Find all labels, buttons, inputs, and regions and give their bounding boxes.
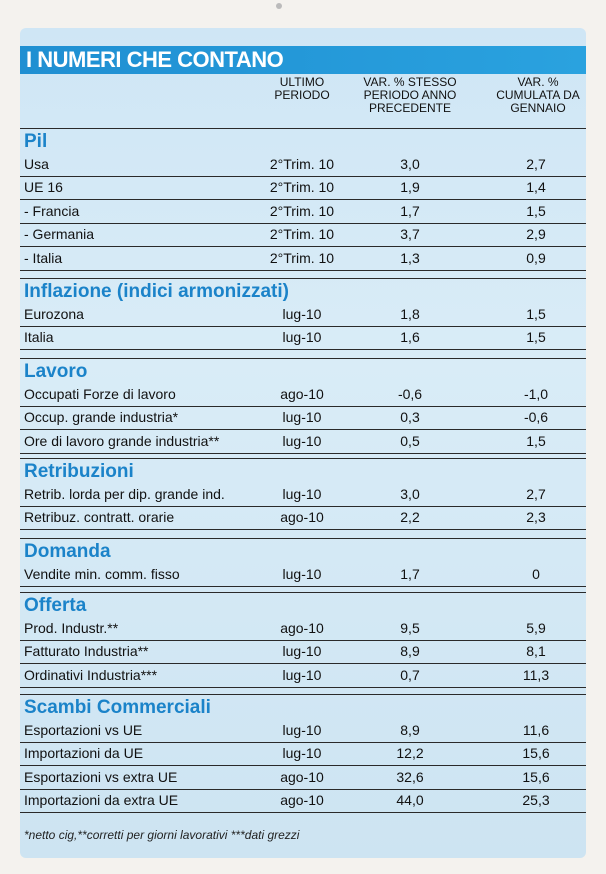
row-var-year: 0,7 [400, 666, 420, 683]
row-var-cumulative: 11,6 [522, 722, 550, 738]
row-label: Esportazioni vs UE [24, 722, 143, 738]
table-row [20, 177, 586, 200]
table-row [20, 743, 586, 766]
row-label: Italia [24, 329, 54, 346]
row-period: ago-10 [280, 792, 324, 809]
row-label: Esportazioni vs extra UE [24, 768, 178, 785]
row-var-cumulative: 0 [532, 566, 540, 582]
row-period: lug-10 [282, 722, 322, 738]
row-period: 2°Trim. 10 [269, 226, 335, 243]
row-label: UE 16 [24, 179, 63, 196]
table-title: I NUMERI CHE CONTANO [26, 47, 284, 72]
row-var-cumulative: 15,6 [522, 768, 550, 785]
row-var-cumulative: 1,5 [526, 306, 546, 322]
row-var-cumulative: 11,3 [522, 666, 550, 683]
row-var-year: 12,2 [396, 745, 424, 762]
row-var-cumulative: 15,6 [522, 745, 550, 762]
row-label: Eurozona [24, 306, 84, 322]
row-period: 2°Trim. 10 [269, 202, 335, 219]
row-var-year: 32,6 [396, 768, 424, 785]
row-label: Fatturato Industria** [24, 643, 149, 660]
row-period: 2°Trim. 10 [269, 156, 335, 172]
row-label: Occup. grande industria* [24, 409, 179, 426]
table-row [20, 407, 586, 430]
table-row [20, 641, 586, 664]
row-var-cumulative: 2,7 [526, 486, 546, 502]
title-bar [20, 46, 586, 74]
row-label: Vendite min. comm. fisso [24, 566, 180, 582]
row-var-year: 44,0 [396, 792, 424, 809]
row-var-year: 3,0 [400, 156, 420, 172]
row-var-cumulative: 2,7 [526, 156, 546, 172]
row-label: Importazioni da extra UE [24, 792, 179, 809]
section-title: Pil [24, 131, 48, 152]
row-period: ago-10 [280, 620, 324, 636]
section-divider [20, 358, 586, 359]
row-var-year: 8,9 [400, 643, 420, 660]
row-period: lug-10 [282, 409, 322, 426]
row-period: lug-10 [282, 306, 322, 322]
footnote: *netto cig,**corretti per giorni lavorativi ***dati grezzi [24, 828, 300, 842]
table-row [20, 201, 586, 224]
row-period: 2°Trim. 10 [269, 249, 335, 266]
table-row [20, 767, 586, 790]
row-var-year: 9,5 [400, 620, 420, 636]
row-period: 2°Trim. 10 [269, 179, 335, 196]
row-var-cumulative: 1,4 [526, 179, 546, 196]
row-var-cumulative: -1,0 [523, 386, 549, 402]
row-period: ago-10 [280, 509, 324, 526]
row-var-year: 1,3 [400, 249, 420, 266]
row-var-year: 1,8 [400, 306, 420, 322]
row-var-cumulative: 1,5 [526, 202, 546, 219]
row-var-year: 3,7 [400, 226, 420, 243]
row-var-year: 0,3 [400, 409, 420, 426]
row-label: Retrib. lorda per dip. grande ind. [24, 486, 225, 502]
row-period: lug-10 [282, 643, 322, 660]
row-label: Importazioni da UE [24, 745, 144, 762]
row-var-year: 1,9 [400, 179, 420, 196]
row-label: Ore di lavoro grande industria** [24, 432, 220, 449]
row-var-year: -0,6 [397, 386, 423, 402]
section-title: Lavoro [24, 361, 88, 382]
row-period: ago-10 [280, 386, 324, 402]
column-header-var-year: VAR. % STESSO PERIODO ANNO PRECEDENTE [363, 75, 457, 115]
row-var-year: 0,5 [400, 432, 420, 449]
row-period: lug-10 [282, 745, 322, 762]
section-divider [20, 538, 586, 539]
table-row [20, 484, 586, 507]
row-var-cumulative: 2,3 [526, 509, 546, 526]
row-var-cumulative: 1,5 [526, 329, 546, 346]
table-row [20, 327, 586, 350]
row-var-year: 8,9 [400, 722, 420, 738]
row-label: Occupati Forze di lavoro [24, 386, 176, 402]
row-var-year: 1,7 [400, 202, 420, 219]
row-label: Ordinativi Industria*** [24, 666, 158, 683]
section-title: Offerta [24, 595, 87, 616]
row-var-cumulative: 1,5 [526, 432, 546, 449]
row-period: ago-10 [280, 768, 324, 785]
row-label: Retribuz. contratt. orarie [24, 509, 175, 526]
table-row [20, 720, 586, 743]
row-var-year: 1,6 [400, 329, 420, 346]
column-header-var-cumulative: VAR. % CUMULATA DA GENNAIO [496, 75, 580, 115]
row-var-cumulative: 2,9 [526, 226, 546, 243]
row-label: - Germania [24, 226, 95, 243]
table-row [20, 507, 586, 530]
row-label: Prod. Industr.** [24, 620, 119, 636]
numbers-table-card [20, 28, 586, 858]
section-title: Inflazione (indici armonizzati) [24, 281, 289, 302]
row-var-year: 2,2 [400, 509, 420, 526]
row-var-cumulative: -0,6 [523, 409, 549, 426]
section-divider [20, 128, 586, 129]
table-row [20, 224, 586, 247]
row-label: Usa [24, 156, 49, 172]
row-var-year: 3,0 [400, 486, 420, 502]
section-title: Scambi Commerciali [24, 697, 211, 718]
row-var-cumulative: 5,9 [526, 620, 546, 636]
row-period: lug-10 [282, 486, 322, 502]
row-period: lug-10 [282, 666, 322, 683]
column-header-period: ULTIMO PERIODO [274, 75, 330, 102]
section-title: Retribuzioni [24, 461, 134, 482]
table-row [20, 154, 586, 177]
row-period: lug-10 [282, 432, 322, 449]
table-row [20, 304, 586, 327]
table-row [20, 665, 586, 688]
table-row [20, 384, 586, 407]
row-var-cumulative: 8,1 [526, 643, 546, 660]
row-var-cumulative: 25,3 [522, 792, 550, 809]
row-var-cumulative: 0,9 [526, 249, 546, 266]
table-row [20, 248, 586, 271]
row-period: lug-10 [282, 329, 322, 346]
section-divider [20, 694, 586, 695]
section-divider [20, 458, 586, 459]
row-label: - Italia [24, 249, 63, 266]
table-row [20, 790, 586, 813]
table-row [20, 431, 586, 454]
row-var-year: 1,7 [400, 566, 420, 582]
section-divider [20, 592, 586, 593]
table-row [20, 618, 586, 641]
section-title: Domanda [24, 541, 111, 562]
section-divider [20, 278, 586, 279]
row-label: - Francia [24, 202, 80, 219]
row-period: lug-10 [282, 566, 322, 582]
scan-speck [276, 3, 282, 9]
table-row [20, 564, 586, 587]
